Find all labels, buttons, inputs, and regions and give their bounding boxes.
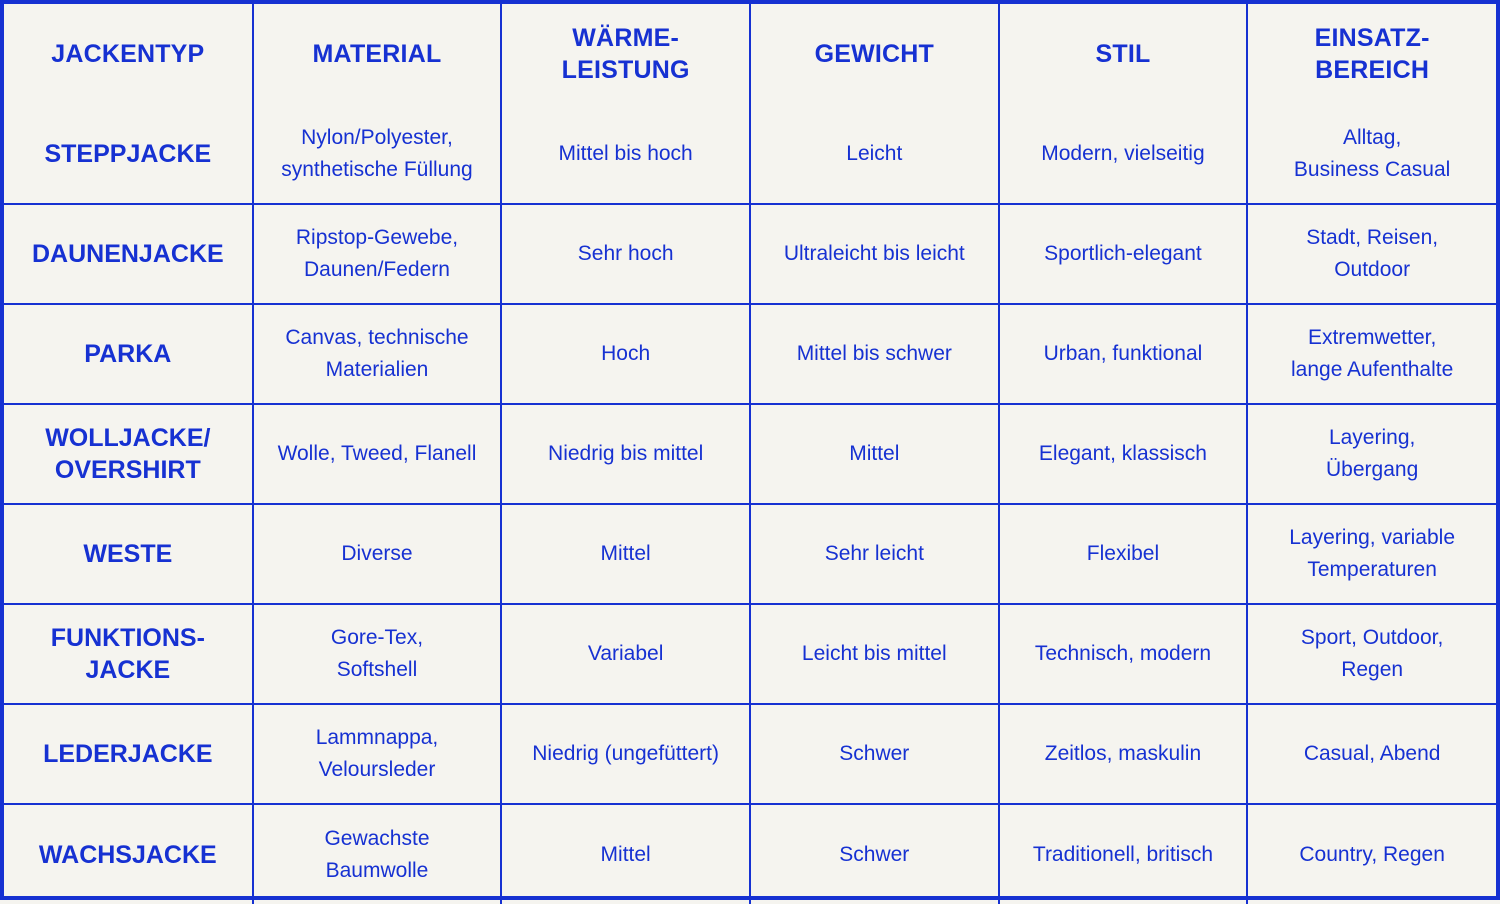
cell-gewicht: Leicht <box>750 104 999 204</box>
cell-waermeleistung: Hoch <box>501 304 750 404</box>
cell-gewicht: Mittel bis schwer <box>750 304 999 404</box>
cell-gewicht: Schwer <box>750 704 999 804</box>
header-stil: STIL <box>999 4 1248 104</box>
cell-material: Canvas, technische Materialien <box>253 304 502 404</box>
cell-waermeleistung: Variabel <box>501 604 750 704</box>
table-row <box>4 804 1496 904</box>
cell-stil: Sportlich-elegant <box>999 204 1248 304</box>
header-material: MATERIAL <box>253 4 502 104</box>
row-jackentyp: FUNKTIONS- JACKE <box>4 604 253 704</box>
table-row <box>4 604 1496 704</box>
cell-stil: Urban, funktional <box>999 304 1248 404</box>
cell-gewicht: Schwer <box>750 804 999 904</box>
cell-einsatzbereich: Alltag, Business Casual <box>1247 104 1496 204</box>
row-jackentyp: DAUNENJACKE <box>4 204 253 304</box>
cell-waermeleistung: Mittel <box>501 804 750 904</box>
cell-material: Lammnappa, Veloursleder <box>253 704 502 804</box>
cell-material: Nylon/Polyester, synthetische Füllung <box>253 104 502 204</box>
cell-material: Gore-Tex, Softshell <box>253 604 502 704</box>
cell-stil: Flexibel <box>999 504 1248 604</box>
cell-waermeleistung: Niedrig (ungefüttert) <box>501 704 750 804</box>
row-jackentyp: PARKA <box>4 304 253 404</box>
row-jackentyp: LEDERJACKE <box>4 704 253 804</box>
cell-gewicht: Ultraleicht bis leicht <box>750 204 999 304</box>
row-jackentyp: WESTE <box>4 504 253 604</box>
cell-einsatzbereich: Sport, Outdoor, Regen <box>1247 604 1496 704</box>
cell-waermeleistung: Mittel bis hoch <box>501 104 750 204</box>
table-row <box>4 204 1496 304</box>
cell-stil: Elegant, klassisch <box>999 404 1248 504</box>
cell-waermeleistung: Mittel <box>501 504 750 604</box>
cell-stil: Zeitlos, maskulin <box>999 704 1248 804</box>
cell-einsatzbereich: Layering, Übergang <box>1247 404 1496 504</box>
table-row <box>4 404 1496 504</box>
cell-gewicht: Mittel <box>750 404 999 504</box>
table-row <box>4 704 1496 804</box>
cell-material: Gewachste Baumwolle <box>253 804 502 904</box>
cell-einsatzbereich: Stadt, Reisen, Outdoor <box>1247 204 1496 304</box>
cell-material: Wolle, Tweed, Flanell <box>253 404 502 504</box>
cell-stil: Modern, vielseitig <box>999 104 1248 204</box>
cell-material: Ripstop-Gewebe, Daunen/Federn <box>253 204 502 304</box>
comparison-grid <box>4 4 1496 904</box>
row-jackentyp: WOLLJACKE/ OVERSHIRT <box>4 404 253 504</box>
table-row <box>4 304 1496 404</box>
cell-stil: Traditionell, britisch <box>999 804 1248 904</box>
header-waermeleistung: WÄRME- LEISTUNG <box>501 4 750 104</box>
header-einsatzbereich: EINSATZ- BEREICH <box>1247 4 1496 104</box>
cell-waermeleistung: Niedrig bis mittel <box>501 404 750 504</box>
cell-einsatzbereich: Casual, Abend <box>1247 704 1496 804</box>
cell-gewicht: Sehr leicht <box>750 504 999 604</box>
cell-gewicht: Leicht bis mittel <box>750 604 999 704</box>
table-row <box>4 504 1496 604</box>
cell-material: Diverse <box>253 504 502 604</box>
cell-einsatzbereich: Layering, variable Temperaturen <box>1247 504 1496 604</box>
header-gewicht: GEWICHT <box>750 4 999 104</box>
row-jackentyp: WACHSJACKE <box>4 804 253 904</box>
cell-einsatzbereich: Extremwetter, lange Aufenthalte <box>1247 304 1496 404</box>
header-jackentyp: JACKENTYP <box>4 4 253 104</box>
cell-waermeleistung: Sehr hoch <box>501 204 750 304</box>
table-row <box>4 104 1496 204</box>
cell-stil: Technisch, modern <box>999 604 1248 704</box>
row-jackentyp: STEPPJACKE <box>4 104 253 204</box>
header-row <box>4 4 1496 104</box>
cell-einsatzbereich: Country, Regen <box>1247 804 1496 904</box>
